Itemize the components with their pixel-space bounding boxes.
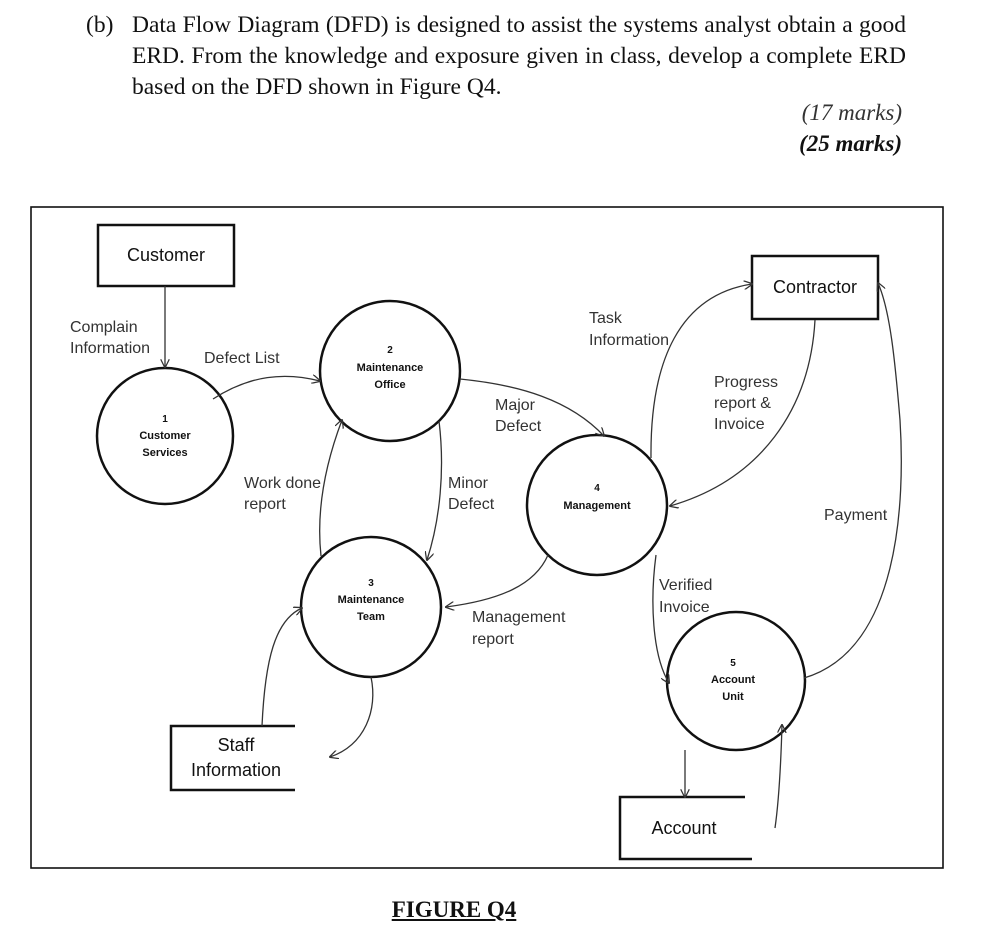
process-3-name-1: Maintenance [337, 594, 405, 606]
label-management-2: report [472, 631, 514, 648]
label-complain-1: Complain [70, 319, 138, 336]
process-4-management [527, 435, 667, 575]
process-1-customer-services [97, 368, 233, 504]
entity-customer-label: Customer [126, 245, 206, 265]
entity-account [620, 797, 752, 859]
process-5-name-1: Account [711, 674, 755, 686]
entity-account-label: Account [651, 818, 717, 838]
marks-struck: (17 marks) [801, 100, 902, 125]
flow-minor-defect [427, 421, 442, 560]
label-complain-2: Information [70, 340, 151, 357]
figure-caption: FIGURE Q4 [391, 897, 517, 922]
label-management-1: Management [472, 609, 566, 626]
label-minor-2: Defect [448, 496, 495, 513]
label-major-1: Major [495, 397, 536, 414]
process-3-number: 3 [368, 578, 374, 589]
label-payment: Payment [824, 507, 888, 524]
question-text: Data Flow Diagram (DFD) is designed to assist the systems analyst obtain a good ERD. From the knowledge and exposure given in class, develop a complete ERD based on the DFD shown in Figure Q4. [132, 12, 906, 100]
entity-customer [98, 225, 234, 286]
flow-staff-information [262, 608, 302, 726]
marks-total: (25 marks) [799, 131, 902, 156]
process-2-name-2: Office [374, 379, 406, 391]
flow-team-to-staff [330, 677, 373, 757]
process-3-name-2: Team [357, 611, 385, 623]
process-5-account-unit [667, 612, 805, 750]
process-3-maintenance-team [301, 537, 441, 677]
flow-management-report [446, 555, 548, 607]
process-2-maintenance-office [320, 301, 460, 441]
process-1-name-2: Services [142, 447, 188, 459]
process-5-name-2: Unit [722, 691, 744, 703]
label-workdone-1: Work done [244, 475, 322, 492]
process-2-name-1: Maintenance [356, 362, 424, 374]
flow-defect-list [213, 376, 320, 399]
entity-contractor [752, 256, 878, 319]
label-task-1: Task [589, 310, 622, 327]
label-task-2: Information [589, 332, 670, 349]
label-verified-1: Verified [659, 577, 713, 594]
label-minor-1: Minor [448, 475, 489, 492]
entity-contractor-label: Contractor [772, 277, 858, 297]
flow-verified-invoice [653, 555, 669, 683]
process-4-number: 4 [594, 483, 600, 494]
label-workdone-2: report [244, 496, 286, 513]
flow-work-done-report [320, 420, 342, 556]
entity-staff-label-2: Information [190, 760, 282, 780]
label-major-2: Defect [495, 418, 542, 435]
label-progress-3: Invoice [714, 416, 765, 433]
flow-payment [804, 283, 901, 678]
flow-progress-report-invoice [670, 320, 815, 506]
process-1-number: 1 [162, 414, 168, 425]
question-label: (b) [86, 12, 114, 38]
process-2-number: 2 [387, 345, 393, 356]
process-1-name-1: Customer [139, 430, 191, 442]
entity-staff-information [171, 726, 295, 790]
label-progress-2: report & [714, 395, 771, 412]
process-4-name-1: Management [563, 500, 631, 512]
label-progress-1: Progress [714, 374, 779, 391]
flow-account-to-unit [775, 725, 782, 828]
process-5-number: 5 [730, 658, 736, 669]
label-verified-2: Invoice [659, 599, 710, 616]
entity-staff-label-1: Staff [217, 735, 255, 755]
label-defect-list: Defect List [204, 350, 280, 367]
